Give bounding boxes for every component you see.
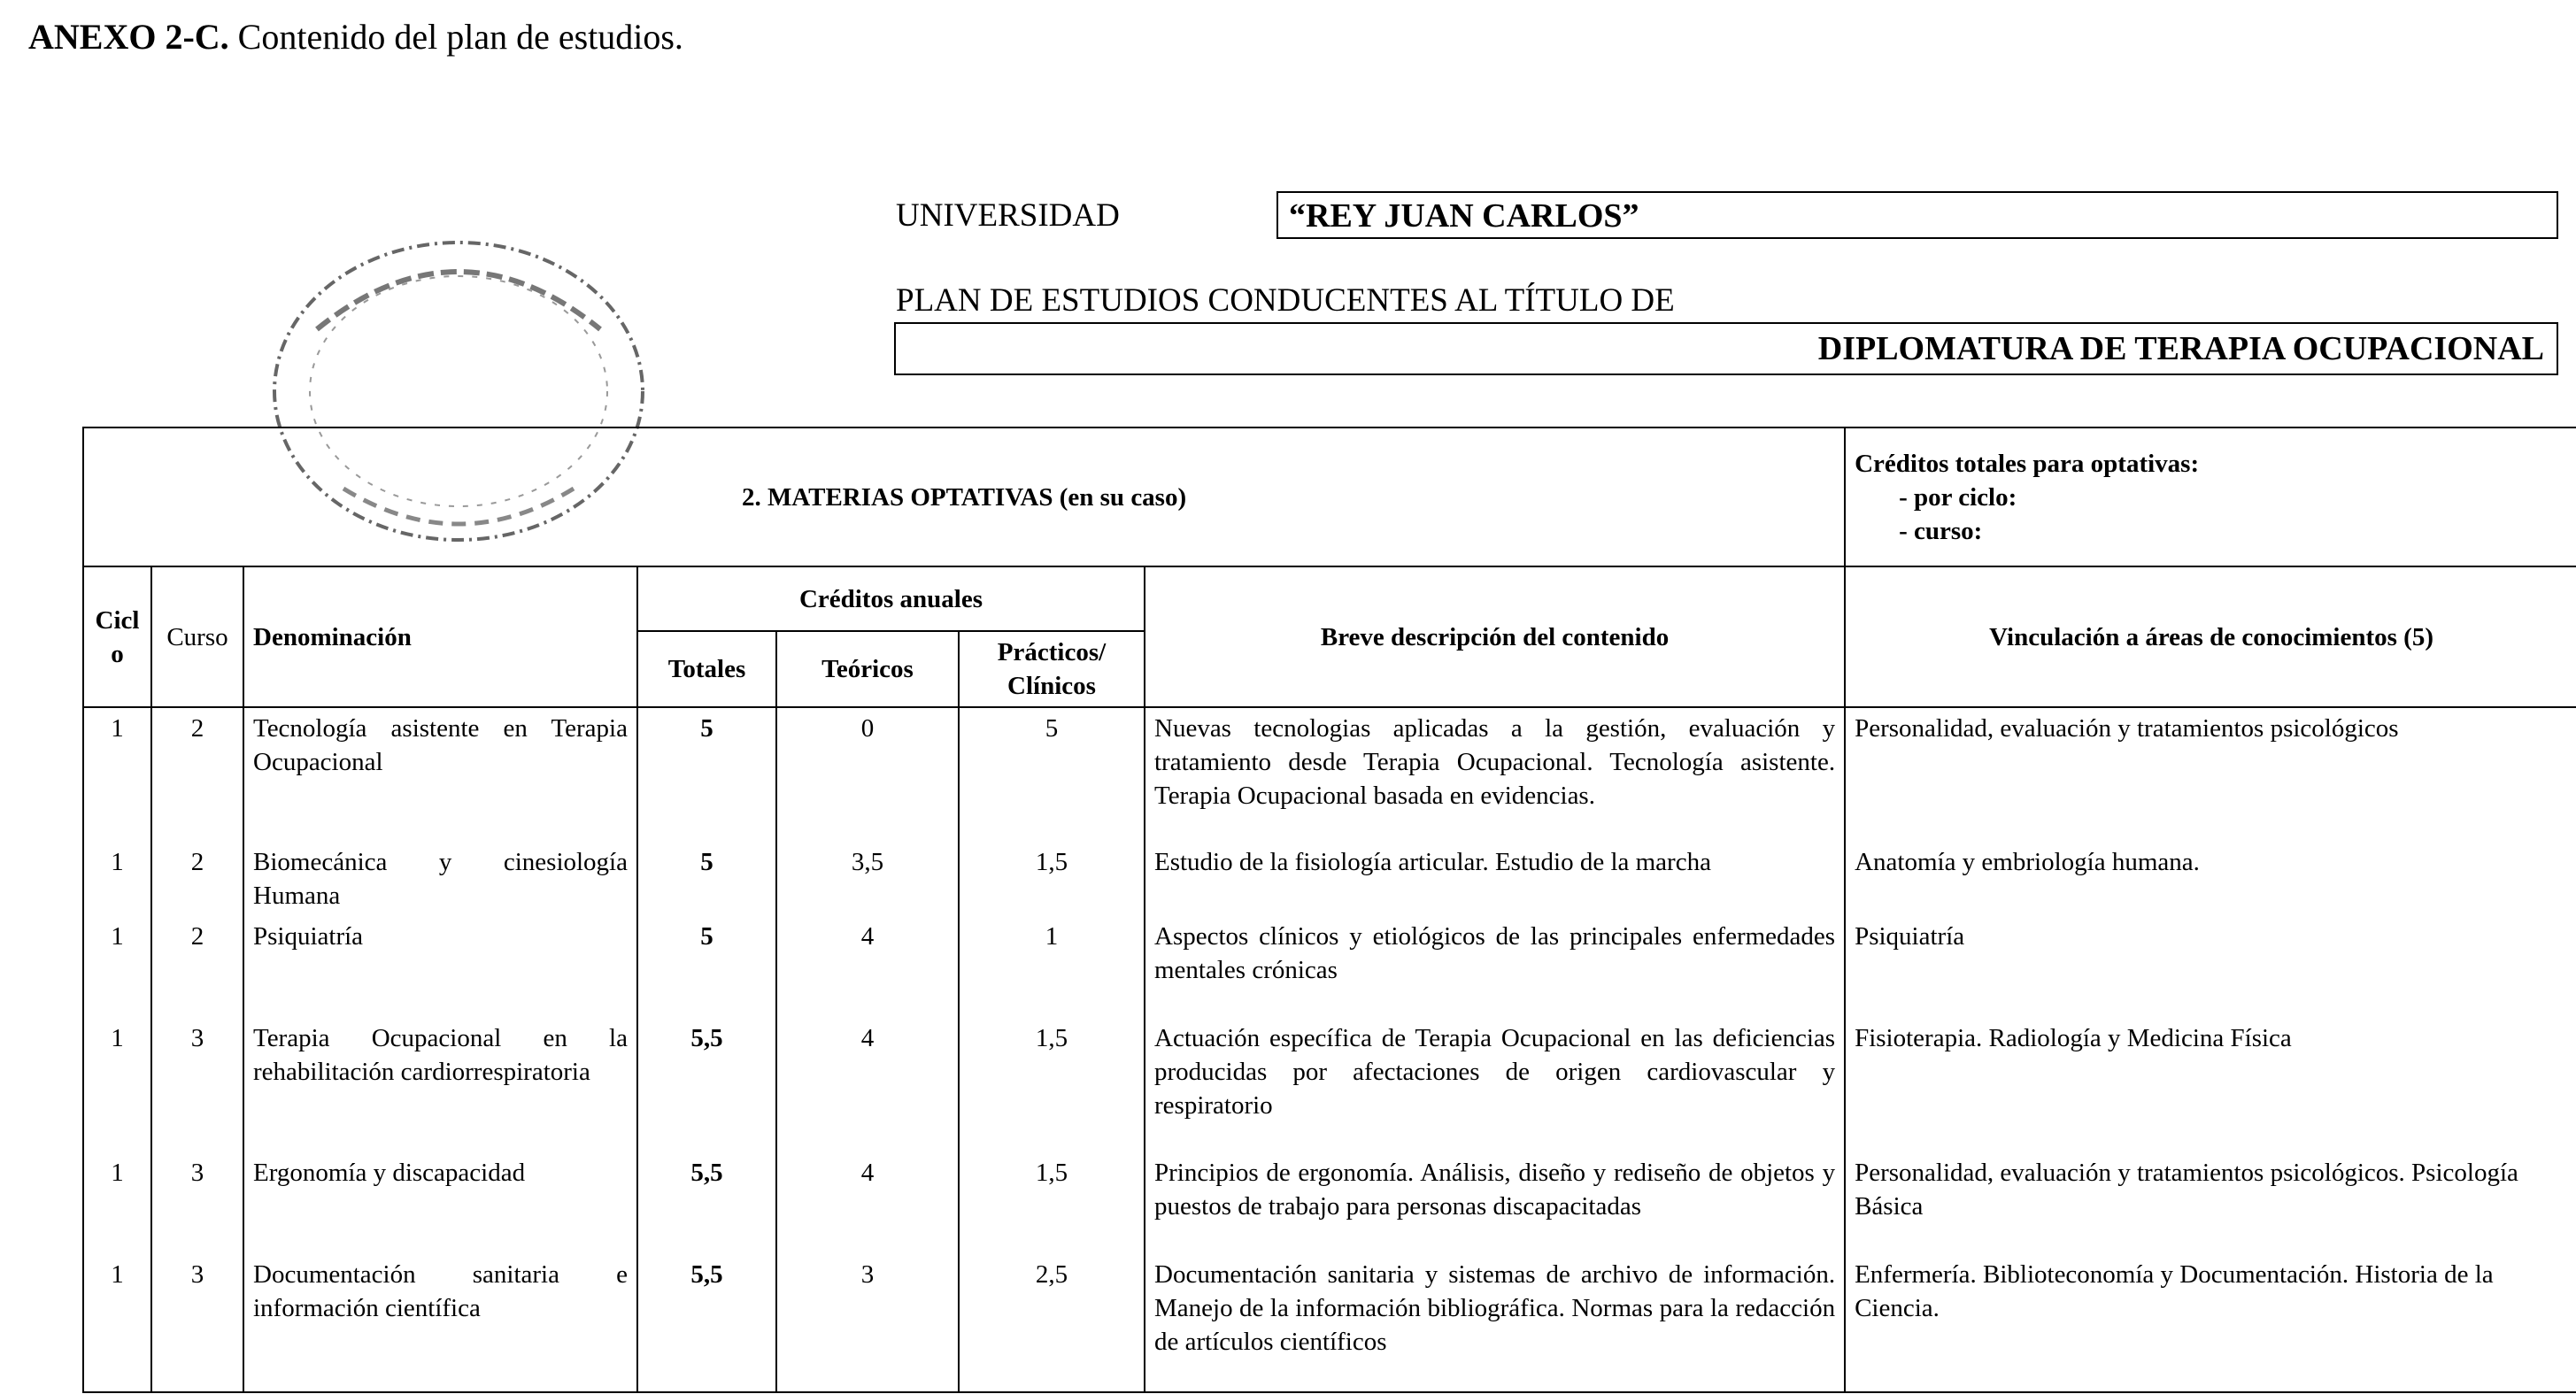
- cell-cycle: 1: [83, 707, 151, 842]
- university-label: UNIVERSIDAD: [896, 197, 1120, 234]
- cell-total: 5,5: [637, 1152, 776, 1254]
- degree-title-box: [894, 322, 2558, 375]
- cell-name: Biomecánica y cinesiología Humana: [243, 842, 637, 916]
- cell-description: Aspectos clínicos y etiológicos de las principales enfermedades mentales crónicas: [1145, 916, 1845, 1018]
- plan-label: PLAN DE ESTUDIOS CONDUCENTES AL TÍTULO DE: [896, 282, 1675, 319]
- cell-theory: 3: [776, 1254, 959, 1392]
- cell-cycle: 1: [83, 1152, 151, 1254]
- cell-areas: Psiquiatría: [1845, 916, 2576, 1018]
- table-row: [83, 916, 2576, 1018]
- col-description: Breve descripción del contenido: [1145, 566, 1845, 707]
- cell-areas: Personalidad, evaluación y tratamientos psicológicos: [1845, 707, 2576, 842]
- cell-theory: 4: [776, 916, 959, 1018]
- table-row: [83, 1018, 2576, 1152]
- cell-description: Estudio de la fisiología articular. Estudio de la marcha: [1145, 842, 1845, 916]
- section-header-cell: [83, 427, 1845, 566]
- annex-heading: [28, 16, 683, 58]
- cell-course: 2: [151, 707, 243, 842]
- cell-cycle: 1: [83, 916, 151, 1018]
- cell-practice: 1,5: [959, 1152, 1145, 1254]
- col-theory: Teóricos: [776, 631, 959, 707]
- degree-title: DIPLOMATURA DE TERAPIA OCUPACIONAL: [1817, 330, 2544, 367]
- cell-course: 3: [151, 1018, 243, 1152]
- total-credits-cycle: - por ciclo:: [1899, 482, 2017, 512]
- cell-areas: Personalidad, evaluación y tratamientos psicológicos. Psicología Básica: [1845, 1152, 2576, 1254]
- cell-areas: Anatomía y embriología humana.: [1845, 842, 2576, 916]
- optional-subjects-table: [82, 427, 2576, 1393]
- cell-theory: 4: [776, 1018, 959, 1152]
- cell-theory: 0: [776, 707, 959, 842]
- total-credits-cell: [1845, 427, 2576, 566]
- cell-course: 2: [151, 916, 243, 1018]
- annex-title: Contenido del plan de estudios.: [228, 17, 683, 57]
- table-row: [83, 842, 2576, 916]
- col-name: Denominación: [243, 566, 637, 707]
- table-row: [83, 707, 2576, 842]
- cell-course: 3: [151, 1152, 243, 1254]
- cell-total: 5: [637, 842, 776, 916]
- col-credits: Créditos anuales: [637, 566, 1145, 631]
- cell-description: Actuación específica de Terapia Ocupacional en las deficiencias producidas por afectaciones de origen cardiovascular y respiratorio: [1145, 1018, 1845, 1152]
- cell-practice: 1: [959, 916, 1145, 1018]
- cell-course: 2: [151, 842, 243, 916]
- total-credits-course: - curso:: [1899, 516, 1983, 545]
- table-row: [83, 1254, 2576, 1392]
- cell-name: Ergonomía y discapacidad: [243, 1152, 637, 1254]
- university-name-box: [1276, 191, 2558, 239]
- cell-cycle: 1: [83, 842, 151, 916]
- cell-areas: Fisioterapia. Radiología y Medicina Física: [1845, 1018, 2576, 1152]
- section-title: 2. MATERIAS OPTATIVAS (en su caso): [741, 482, 1187, 512]
- cell-total: 5: [637, 707, 776, 842]
- cell-total: 5,5: [637, 1018, 776, 1152]
- cell-practice: 2,5: [959, 1254, 1145, 1392]
- cell-practice: 5: [959, 707, 1145, 842]
- col-cycle: Cicl o: [83, 566, 151, 707]
- cell-practice: 1,5: [959, 842, 1145, 916]
- university-name: “REY JUAN CARLOS”: [1289, 197, 1639, 235]
- cell-theory: 3,5: [776, 842, 959, 916]
- table-row: [83, 1152, 2576, 1254]
- cell-total: 5: [637, 916, 776, 1018]
- cell-areas: Enfermería. Biblioteconomía y Documentación. Historia de la Ciencia.: [1845, 1254, 2576, 1392]
- cell-description: Principios de ergonomía. Análisis, diseño y rediseño de objetos y puestos de trabajo para personas discapacitadas: [1145, 1152, 1845, 1254]
- col-course: Curso: [151, 566, 243, 707]
- col-areas: Vinculación a áreas de conocimientos (5): [1845, 566, 2576, 707]
- cell-cycle: 1: [83, 1018, 151, 1152]
- cell-cycle: 1: [83, 1254, 151, 1392]
- annex-number: ANEXO 2-C.: [28, 17, 229, 57]
- cell-description: Documentación sanitaria y sistemas de archivo de información. Manejo de la información bibliográfica. Normas para la redacción de artículos científicos: [1145, 1254, 1845, 1392]
- cell-name: Psiquiatría: [243, 916, 637, 1018]
- cell-name: Tecnología asistente en Terapia Ocupacional: [243, 707, 637, 842]
- cell-course: 3: [151, 1254, 243, 1392]
- total-credits-title: Créditos totales para optativas:: [1855, 449, 2200, 478]
- cell-name: Terapia Ocupacional en la rehabilitación cardiorrespiratoria: [243, 1018, 637, 1152]
- cell-theory: 4: [776, 1152, 959, 1254]
- cell-total: 5,5: [637, 1254, 776, 1392]
- cell-practice: 1,5: [959, 1018, 1145, 1152]
- col-practice: Prácticos/ Clínicos: [959, 631, 1145, 707]
- col-total: Totales: [637, 631, 776, 707]
- cell-name: Documentación sanitaria e información científica: [243, 1254, 637, 1392]
- cell-description: Nuevas tecnologias aplicadas a la gestión, evaluación y tratamiento desde Terapia Ocupacional. Tecnología asistente. Terapia Ocupacional basada en evidencias.: [1145, 707, 1845, 842]
